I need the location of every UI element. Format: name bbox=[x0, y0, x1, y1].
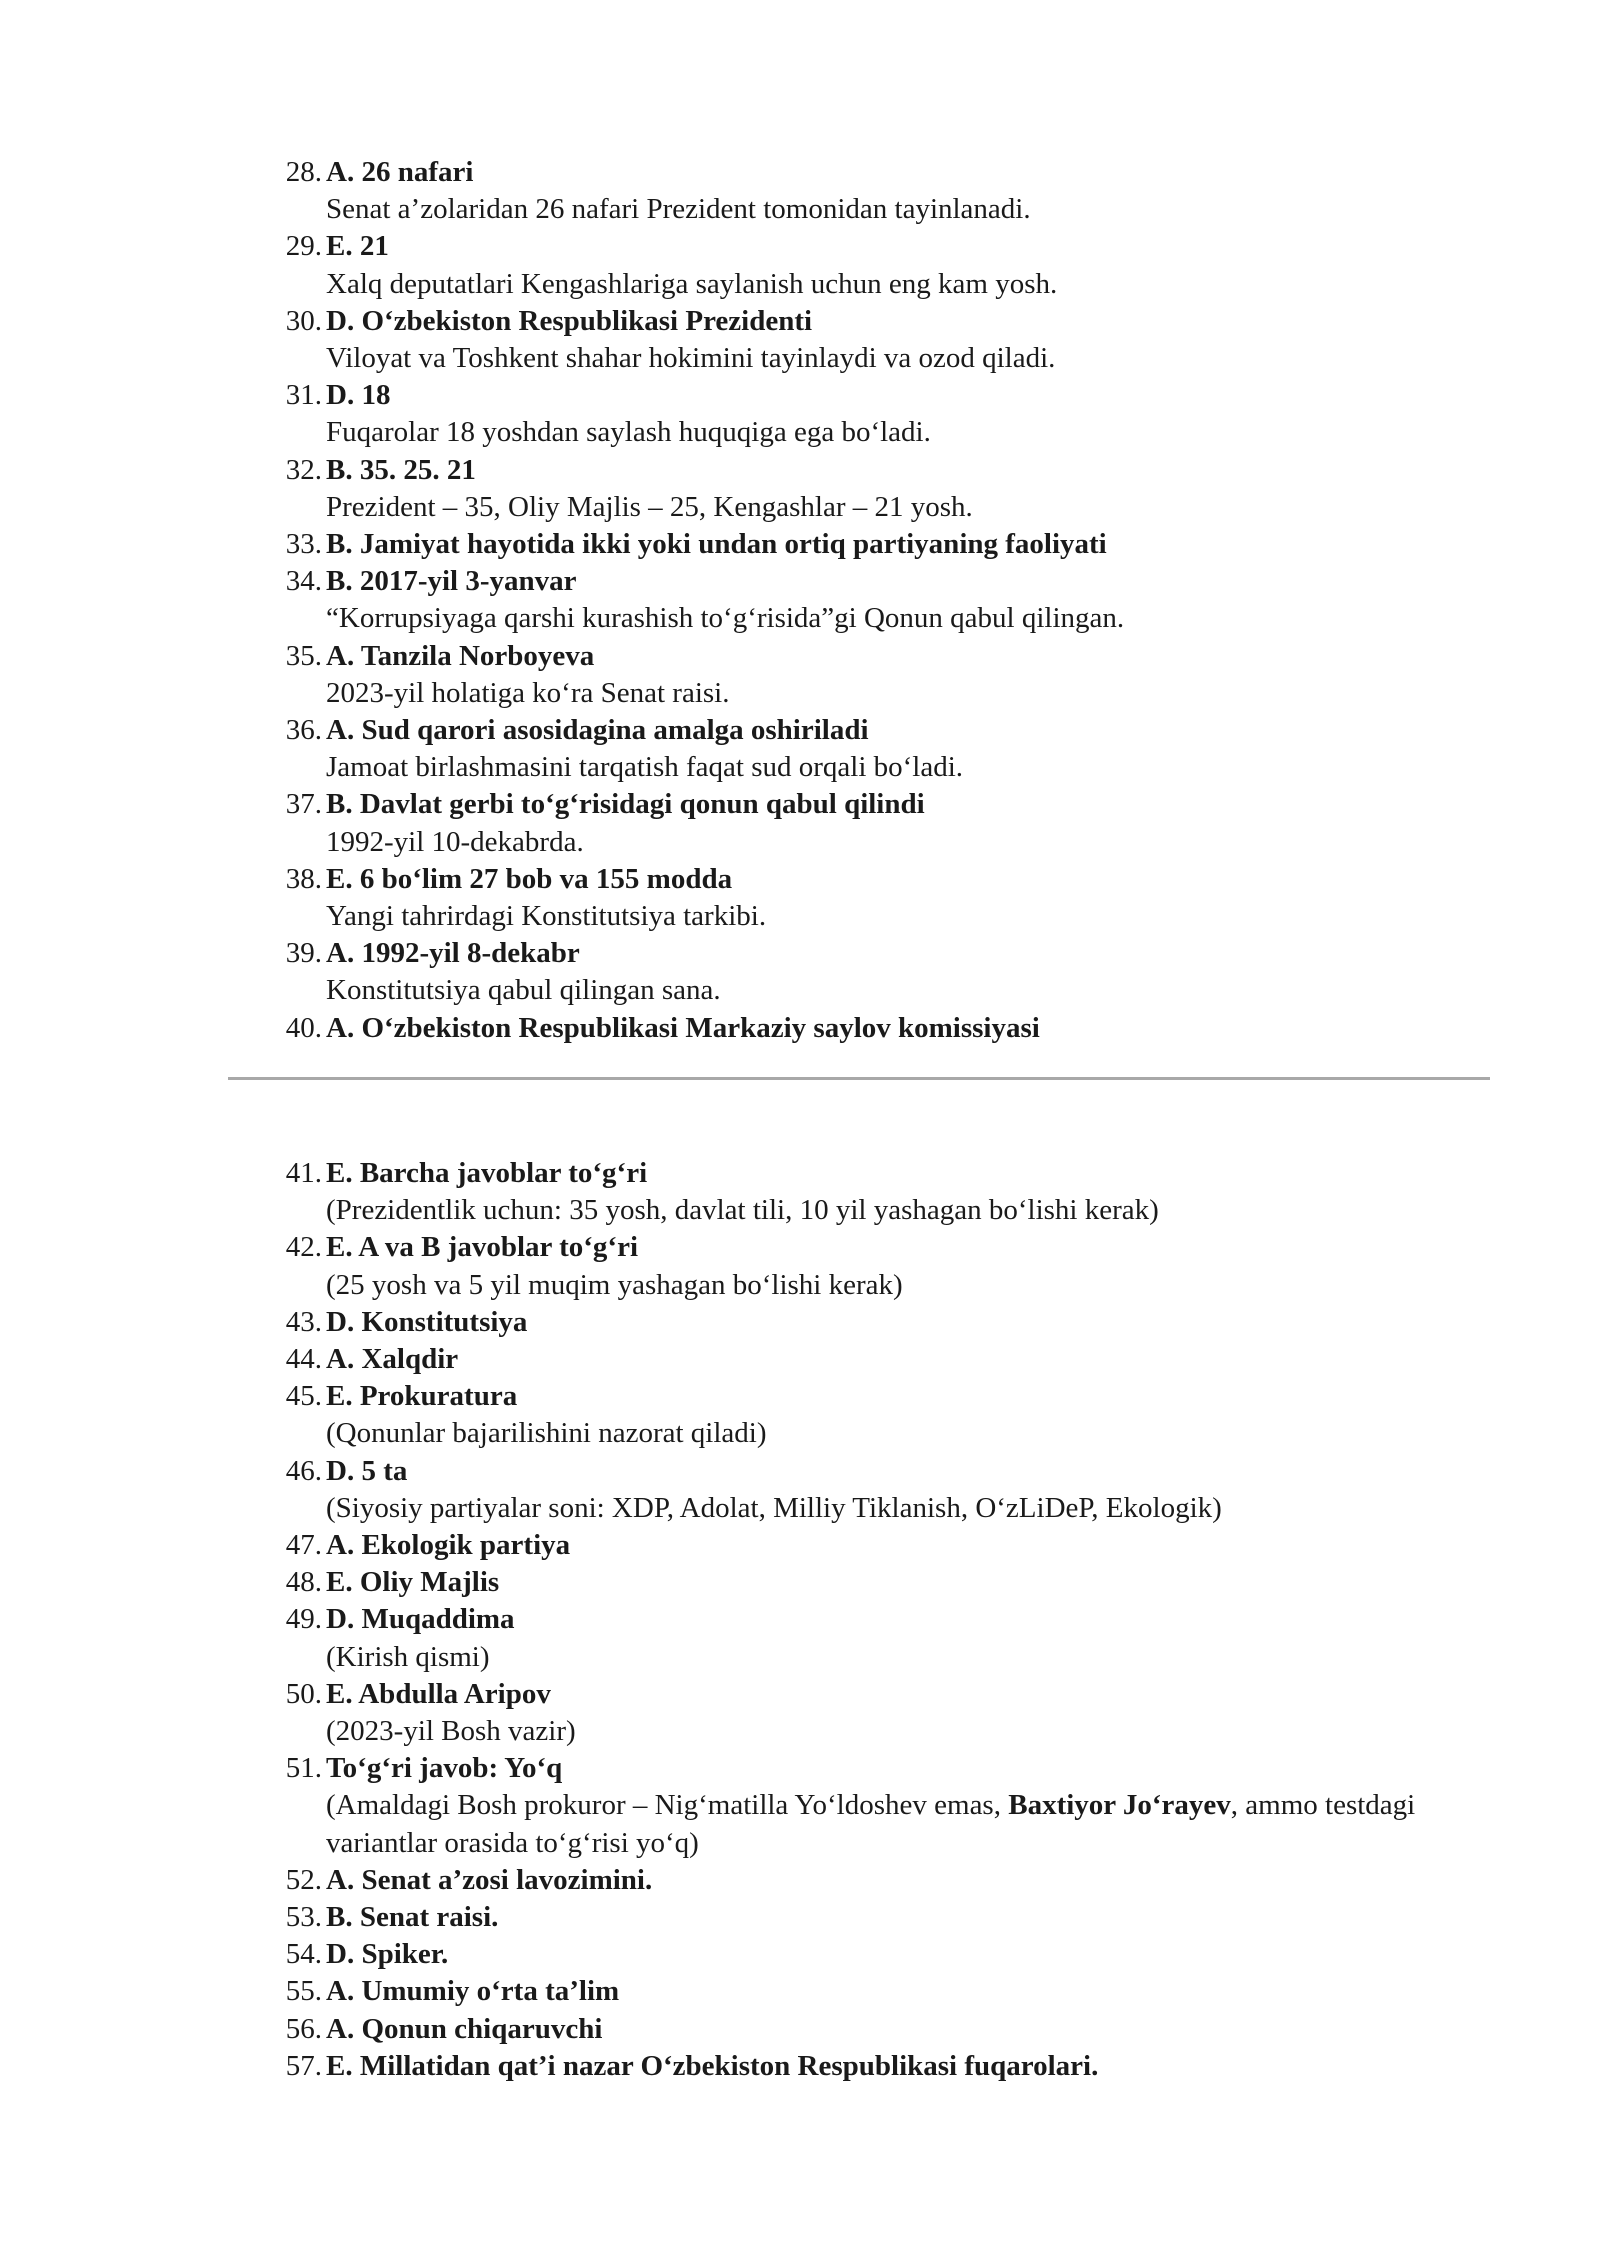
answer-item bbox=[278, 786, 1478, 860]
answer-text: E. A va B javoblar to‘g‘ri bbox=[326, 1231, 639, 1264]
answer-item bbox=[278, 861, 1478, 935]
answer-text: E. Prokuratura bbox=[326, 1380, 518, 1413]
item-number: 29. bbox=[285, 230, 322, 263]
item-number: 39. bbox=[285, 937, 322, 970]
answer-list-part-1 bbox=[278, 154, 1478, 1047]
item-number: 38. bbox=[285, 862, 322, 895]
note-bold-name: Baxtiyor Jo‘rayev bbox=[1008, 1789, 1231, 1822]
answer-text: A. Ekologik partiya bbox=[326, 1529, 571, 1562]
answer-text: B. Jamiyat hayotida ikki yoki undan ortiq partiyaning faoliyati bbox=[326, 528, 1107, 561]
answer-text: A. O‘zbekiston Respublikasi Markaziy saylov komissiyasi bbox=[326, 1011, 1040, 1044]
item-number: 57. bbox=[285, 2049, 322, 2082]
answer-text: B. 2017-yil 3-yanvar bbox=[326, 565, 577, 598]
answer-item bbox=[278, 303, 1478, 377]
answer-text: E. Barcha javoblar to‘g‘ri bbox=[326, 1157, 648, 1189]
answer-note: Jamoat birlashmasini tarqatish faqat sud orqali bo‘ladi. bbox=[326, 751, 964, 784]
answer-item bbox=[278, 1010, 1478, 1047]
answer-note bbox=[326, 1787, 1478, 1861]
answer-text: A. Qonun chiqaruvchi bbox=[326, 2012, 603, 2045]
answer-item bbox=[278, 1899, 1478, 1936]
answer-text: B. 35. 25. 21 bbox=[326, 453, 476, 486]
item-number: 47. bbox=[285, 1529, 322, 1562]
answer-text: D. Muqaddima bbox=[326, 1603, 515, 1636]
answer-text: D. O‘zbekiston Respublikasi Prezidenti bbox=[326, 304, 813, 337]
answer-text: A. Sud qarori asosidagina amalga oshiriladi bbox=[326, 714, 869, 747]
answer-item bbox=[278, 563, 1478, 637]
answer-item bbox=[278, 1862, 1478, 1899]
answer-note: Fuqarolar 18 yoshdan saylash huquqiga ega bo‘ladi. bbox=[326, 416, 931, 449]
answer-note: (Qonunlar bajarilishini nazorat qiladi) bbox=[326, 1417, 767, 1450]
item-number: 31. bbox=[285, 379, 322, 412]
answer-item bbox=[278, 1750, 1478, 1862]
answer-note: 1992-yil 10-dekabrda. bbox=[326, 825, 584, 858]
answer-item bbox=[278, 638, 1478, 712]
answer-item bbox=[278, 1564, 1478, 1601]
answer-text: A. Umumiy o‘rta ta’lim bbox=[326, 1975, 620, 2008]
answer-note: (25 yosh va 5 yil muqim yashagan bo‘lishi kerak) bbox=[326, 1268, 903, 1301]
answer-item bbox=[278, 1601, 1478, 1675]
answer-note: 2023-yil holatiga ko‘ra Senat raisi. bbox=[326, 676, 730, 709]
answer-note: (Siyosiy partiyalar soni: XDP, Adolat, Milliy Tiklanish, O‘zLiDeP, Ekologik) bbox=[326, 1491, 1222, 1524]
item-number: 54. bbox=[285, 1938, 322, 1971]
item-number: 42. bbox=[285, 1231, 322, 1264]
answer-note: “Korrupsiyaga qarshi kurashish to‘g‘risida”gi Qonun qabul qilingan. bbox=[326, 602, 1125, 635]
answer-text: A. Senat a’zosi lavozimini. bbox=[326, 1863, 653, 1896]
answer-item bbox=[278, 1341, 1478, 1378]
answer-text: D. 18 bbox=[326, 379, 391, 412]
answer-item bbox=[278, 1936, 1478, 1973]
answer-text: D. Konstitutsiya bbox=[326, 1305, 528, 1338]
answer-item bbox=[278, 1527, 1478, 1564]
item-number: 37. bbox=[285, 788, 322, 821]
answer-item bbox=[278, 1453, 1478, 1527]
answer-note: (Prezidentlik uchun: 35 yosh, davlat tili, 10 yil yashagan bo‘lishi kerak) bbox=[326, 1194, 1159, 1227]
answer-note: Senat a’zolaridan 26 nafari Prezident tomonidan tayinlanadi. bbox=[326, 193, 1031, 226]
answer-item bbox=[278, 1229, 1478, 1303]
answer-note: (Kirish qismi) bbox=[326, 1640, 490, 1673]
answer-note: Viloyat va Toshkent shahar hokimini tayinlaydi va ozod qiladi. bbox=[326, 342, 1056, 375]
answer-text: A. Tanzila Norboyeva bbox=[326, 639, 595, 672]
item-number: 50. bbox=[285, 1677, 322, 1710]
section-divider bbox=[228, 1077, 1490, 1080]
answer-text: E. Oliy Majlis bbox=[326, 1566, 500, 1599]
answer-item bbox=[278, 1378, 1478, 1452]
answer-text: A. 26 nafari bbox=[326, 156, 474, 188]
item-number: 44. bbox=[285, 1343, 322, 1376]
item-number: 53. bbox=[285, 1901, 322, 1934]
answer-text: B. Senat raisi. bbox=[326, 1901, 499, 1934]
item-number: 33. bbox=[285, 528, 322, 561]
item-number: 52. bbox=[285, 1863, 322, 1896]
item-number: 51. bbox=[285, 1752, 322, 1785]
answer-note: Prezident – 35, Oliy Majlis – 25, Kengashlar – 21 yosh. bbox=[326, 490, 973, 523]
answer-item bbox=[278, 1304, 1478, 1341]
answer-text: E. Millatidan qat’i nazar O‘zbekiston Respublikasi fuqarolari. bbox=[326, 2049, 1099, 2082]
answer-note: Xalq deputatlari Kengashlariga saylanish uchun eng kam yosh. bbox=[326, 267, 1058, 300]
item-number: 32. bbox=[285, 453, 322, 486]
answer-note: Konstitutsiya qabul qilingan sana. bbox=[326, 974, 721, 1007]
item-number: 56. bbox=[285, 2012, 322, 2045]
answer-item bbox=[278, 1973, 1478, 2010]
answer-item bbox=[278, 154, 1478, 228]
answer-list-part-2 bbox=[278, 1155, 1478, 2085]
item-number: 48. bbox=[285, 1566, 322, 1599]
answer-text: To‘g‘ri javob: Yo‘q bbox=[326, 1752, 563, 1785]
answer-item bbox=[278, 935, 1478, 1009]
answer-item bbox=[278, 377, 1478, 451]
answer-text: E. Abdulla Aripov bbox=[326, 1677, 551, 1710]
answer-item bbox=[278, 2048, 1478, 2085]
answer-item bbox=[278, 526, 1478, 563]
note-text: , ammo testdagi variantlar orasida to‘g‘risi yo‘q) bbox=[326, 1789, 1416, 1859]
answer-item bbox=[278, 712, 1478, 786]
item-number: 43. bbox=[285, 1305, 322, 1338]
answer-note: Yangi tahrirdagi Konstitutsiya tarkibi. bbox=[326, 900, 767, 933]
item-number: 46. bbox=[285, 1454, 322, 1487]
answer-item bbox=[278, 2011, 1478, 2048]
answer-text: E. 21 bbox=[326, 230, 389, 263]
item-number: 34. bbox=[285, 565, 322, 598]
item-number: 49. bbox=[285, 1603, 322, 1636]
answer-text: A. 1992-yil 8-dekabr bbox=[326, 937, 580, 970]
item-number: 40. bbox=[285, 1011, 322, 1044]
answer-item bbox=[278, 1155, 1478, 1229]
item-number: 36. bbox=[285, 714, 322, 747]
item-number: 45. bbox=[285, 1380, 322, 1413]
answer-item bbox=[278, 1676, 1478, 1750]
item-number: 28. bbox=[285, 156, 322, 188]
note-text: (Amaldagi Bosh prokuror – Nig‘matilla Yo‘ldoshev emas, bbox=[326, 1789, 1009, 1822]
answer-text: D. Spiker. bbox=[326, 1938, 449, 1971]
answer-text: B. Davlat gerbi to‘g‘risidagi qonun qabul qilindi bbox=[326, 788, 925, 821]
answer-note: (2023-yil Bosh vazir) bbox=[326, 1715, 576, 1748]
item-number: 30. bbox=[285, 304, 322, 337]
item-number: 35. bbox=[285, 639, 322, 672]
answer-item bbox=[278, 452, 1478, 526]
item-number: 55. bbox=[285, 1975, 322, 2008]
answer-text: A. Xalqdir bbox=[326, 1343, 459, 1376]
item-number: 41. bbox=[285, 1157, 322, 1189]
answer-item bbox=[278, 228, 1478, 302]
answer-text: D. 5 ta bbox=[326, 1454, 408, 1487]
answer-text: E. 6 bo‘lim 27 bob va 155 modda bbox=[326, 862, 733, 895]
